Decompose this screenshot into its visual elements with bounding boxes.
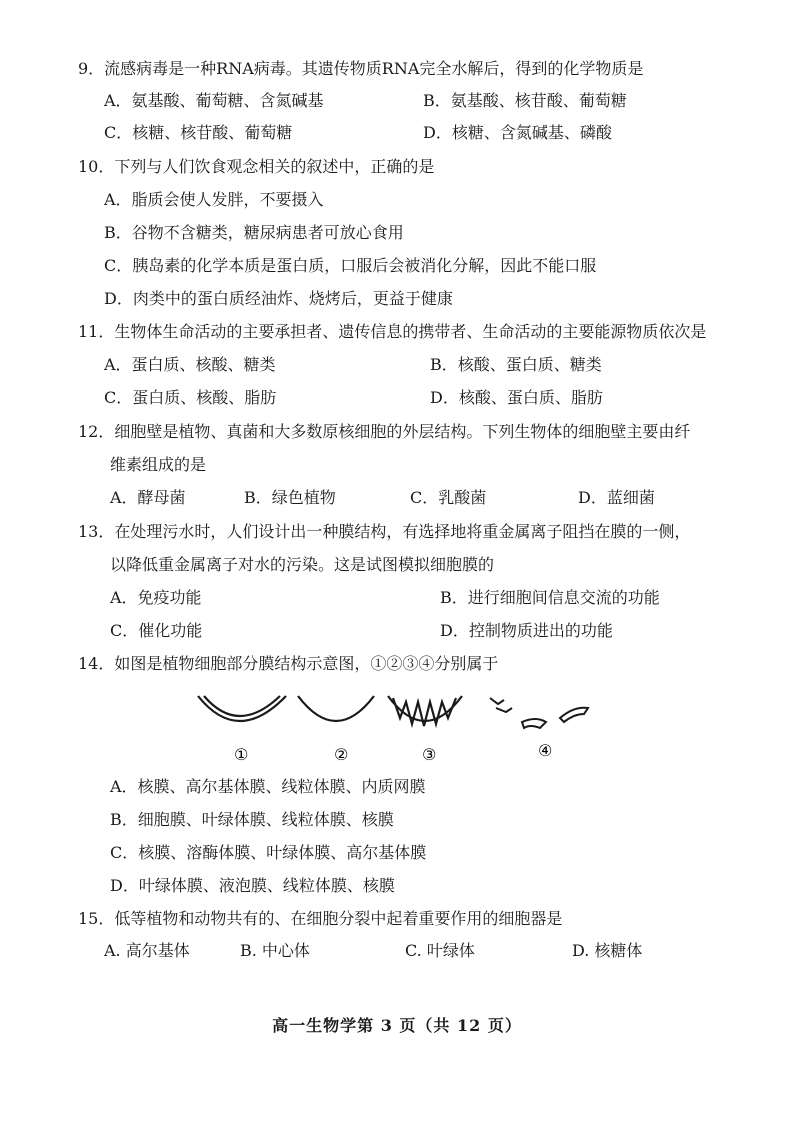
question-13-stem-line1: 13．在处理污水时，人们设计出一种膜结构，有选择地将重金属离子阻挡在膜的一侧， xyxy=(78,522,691,541)
question-11-option-a: A．蛋白质、核酸、糖类 xyxy=(104,355,276,374)
diagram-label-3: ③ xyxy=(422,745,437,764)
question-15-option-c: C. 叶绿体 xyxy=(405,941,475,960)
question-15-option-b: B. 中心体 xyxy=(240,941,310,960)
question-12-stem-line1: 12．细胞壁是植物、真菌和大多数原核细胞的外层结构。下列生物体的细胞壁主要由纤 xyxy=(78,422,691,441)
question-14-option-a: A．核膜、高尔基体膜、线粒体膜、内质网膜 xyxy=(110,777,426,796)
diagram-label-4: ④ xyxy=(538,741,553,760)
question-10-stem: 10．下列与人们饮食观念相关的叙述中，正确的是 xyxy=(78,157,435,176)
question-12-stem-line2: 维素组成的是 xyxy=(110,455,207,474)
question-10-option-d: D．肉类中的蛋白质经油炸、烧烤后，更益于健康 xyxy=(104,289,453,308)
question-12-option-a: A．酵母菌 xyxy=(110,488,186,507)
membrane-3-figure xyxy=(388,696,462,726)
question-14-option-b: B．细胞膜、叶绿体膜、线粒体膜、核膜 xyxy=(110,810,394,829)
question-11-option-d: D．核酸、蛋白质、脂肪 xyxy=(430,388,603,407)
question-12-option-b: B．绿色植物 xyxy=(244,488,336,507)
question-12-option-d: D．蓝细菌 xyxy=(578,488,655,507)
question-13-option-b: B．进行细胞间信息交流的功能 xyxy=(440,588,660,607)
question-13-option-c: C．催化功能 xyxy=(110,621,203,640)
membrane-2-figure xyxy=(298,696,374,721)
question-10-option-b: B．谷物不含糖类，糖尿病患者可放心食用 xyxy=(104,223,404,242)
question-14-stem: 14．如图是植物细胞部分膜结构示意图，①②③④分别属于 xyxy=(78,654,499,673)
diagram-label-2: ② xyxy=(334,745,349,764)
question-9-option-b: B．氨基酸、核苷酸、葡萄糖 xyxy=(423,91,627,110)
membrane-1-figure xyxy=(198,696,286,721)
question-10-option-a: A．脂质会使人发胖，不要摄入 xyxy=(104,190,324,209)
question-15-option-d: D. 核糖体 xyxy=(572,941,643,960)
membrane-structure-diagram xyxy=(190,688,610,768)
question-13-option-a: A．免疫功能 xyxy=(110,588,202,607)
question-15-option-a: A. 高尔基体 xyxy=(104,941,190,960)
question-15-stem: 15．低等植物和动物共有的、在细胞分裂中起着重要作用的细胞器是 xyxy=(78,909,563,928)
page-footer: 高一生物学第 3 页（共 12 页） xyxy=(272,1016,522,1035)
question-14-option-c: C．核膜、溶酶体膜、叶绿体膜、高尔基体膜 xyxy=(110,843,427,862)
question-9-option-c: C．核糖、核苷酸、葡萄糖 xyxy=(104,123,293,142)
question-9-option-d: D．核糖、含氮碱基、磷酸 xyxy=(423,123,612,142)
question-14-option-d: D．叶绿体膜、液泡膜、线粒体膜、核膜 xyxy=(110,876,395,895)
question-11-option-b: B．核酸、蛋白质、糖类 xyxy=(430,355,602,374)
question-11-option-c: C．蛋白质、核酸、脂肪 xyxy=(104,388,277,407)
question-13-option-d: D．控制物质进出的功能 xyxy=(440,621,613,640)
question-11-stem: 11．生物体生命活动的主要承担者、遗传信息的携带者、生命活动的主要能源物质依次是 xyxy=(78,322,707,341)
question-12-option-c: C．乳酸菌 xyxy=(410,488,487,507)
question-10-option-c: C．胰岛素的化学本质是蛋白质，口服后会被消化分解，因此不能口服 xyxy=(104,256,597,275)
diagram-label-1: ① xyxy=(234,745,249,764)
membrane-4-figure xyxy=(490,698,588,728)
question-13-stem-line2: 以降低重金属离子对水的污染。这是试图模拟细胞膜的 xyxy=(110,555,495,574)
question-9-option-a: A．氨基酸、葡萄糖、含氮碱基 xyxy=(104,91,324,110)
question-9-stem: 9．流感病毒是一种RNA病毒。其遗传物质RNA完全水解后，得到的化学物质是 xyxy=(78,59,644,78)
